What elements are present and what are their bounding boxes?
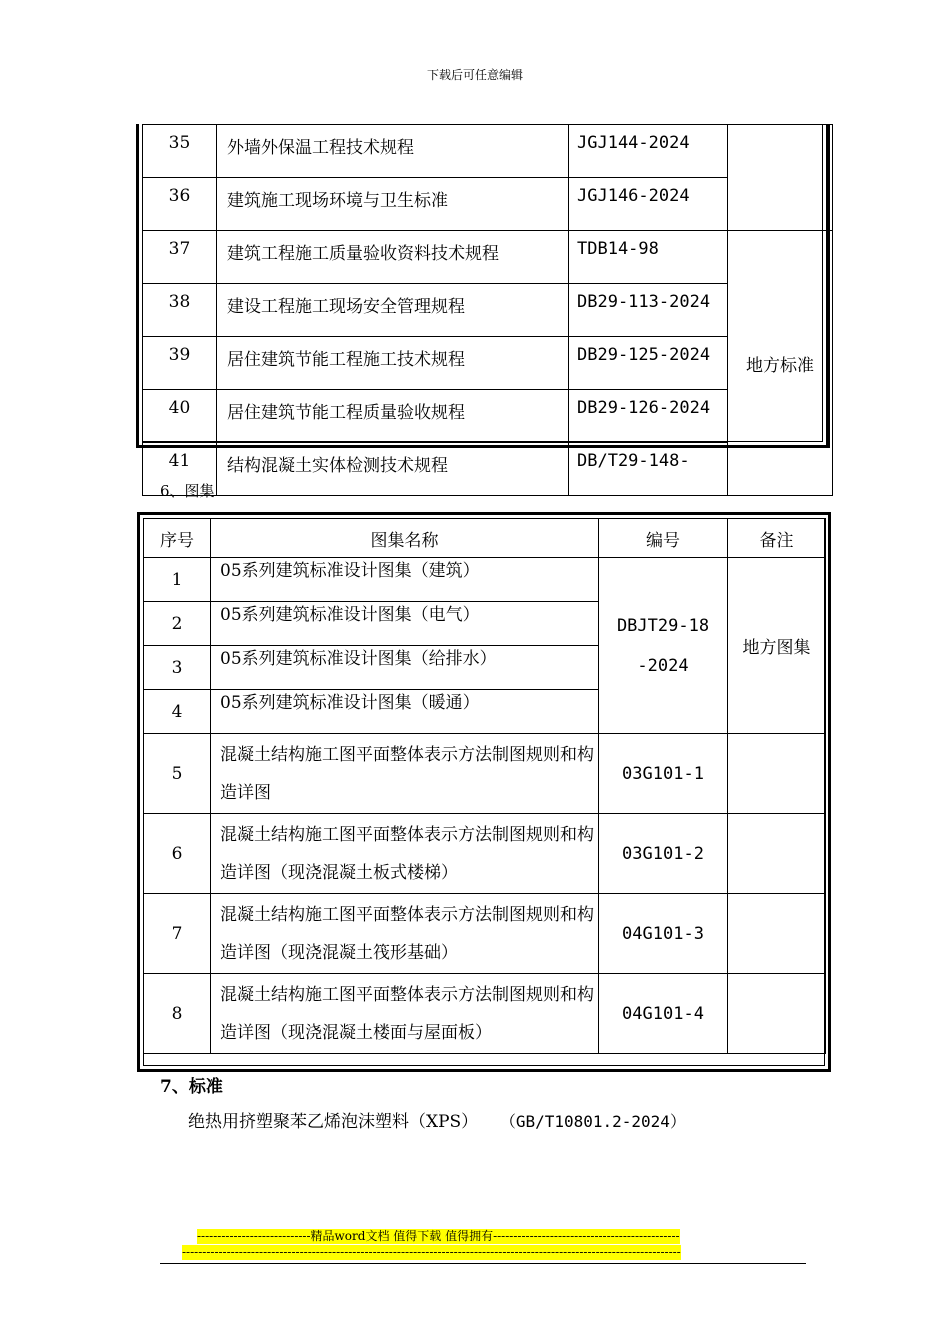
footer-banner-line1: ----------------------------精品word文档 值得下载 值得拥有----------------------------------------------	[197, 1229, 680, 1243]
atlas-code: 04G101-4	[599, 974, 728, 1054]
atlas-name: 05系列建筑标准设计图集（暖通）	[211, 690, 599, 734]
standard-code: DB29-125-2024	[569, 337, 728, 390]
standard-code: DB/T29-148-	[569, 443, 728, 496]
row-number: 5	[144, 734, 211, 814]
row-number: 36	[143, 178, 217, 231]
footer-banner-line2: ---------------------------------------------------------------------------------------------------------------------------	[182, 1245, 681, 1259]
standard-code: TDB14-98	[569, 231, 728, 284]
atlas-name: 混凝土结构施工图平面整体表示方法制图规则和构造详图（现浇混凝土筏形基础）	[211, 894, 599, 974]
remark-cell-empty	[728, 974, 826, 1054]
table-row	[143, 231, 833, 284]
header-remark: 备注	[728, 519, 826, 558]
standard-code: JGJ144-2024	[569, 125, 728, 178]
standard-code: （GB/T10801.2-2024）	[499, 1112, 686, 1131]
remark-local-standard: 地方标准	[728, 231, 833, 496]
footer-divider	[160, 1263, 806, 1264]
row-number: 7	[144, 894, 211, 974]
table-header-row	[144, 519, 826, 558]
standard-code: JGJ146-2024	[569, 178, 728, 231]
table-row	[144, 734, 826, 814]
remark-local-atlas: 地方图集	[728, 558, 826, 734]
atlas-code: 03G101-2	[599, 814, 728, 894]
atlas-code: 03G101-1	[599, 734, 728, 814]
header-atlas-name: 图集名称	[211, 519, 599, 558]
section-heading-standard: 7、标准	[160, 1077, 223, 1097]
row-number: 2	[144, 602, 211, 646]
standard-name: 建设工程施工现场安全管理规程	[217, 284, 569, 337]
atlas-name: 05系列建筑标准设计图集（电气）	[211, 602, 599, 646]
table-row	[144, 894, 826, 974]
row-number: 37	[143, 231, 217, 284]
row-number: 41	[143, 443, 217, 496]
table-row	[144, 558, 826, 602]
standard-name: 绝热用挤塑聚苯乙烯泡沫塑料（XPS）	[188, 1112, 479, 1132]
standard-code: DB29-113-2024	[569, 284, 728, 337]
standard-name: 建筑工程施工质量验收资料技术规程	[217, 231, 569, 284]
section-heading-atlas: 6、图集	[160, 482, 215, 500]
atlas-name: 05系列建筑标准设计图集（建筑）	[211, 558, 599, 602]
standard-name: 居住建筑节能工程施工技术规程	[217, 337, 569, 390]
standard-name: 建筑施工现场环境与卫生标准	[217, 178, 569, 231]
row-number: 8	[144, 974, 211, 1054]
row-number: 39	[143, 337, 217, 390]
table-row	[144, 974, 826, 1054]
remark-cell-empty	[728, 814, 826, 894]
row-number: 40	[143, 390, 217, 443]
header-note: 下载后可任意编辑	[426, 68, 523, 82]
row-number: 38	[143, 284, 217, 337]
row-number: 3	[144, 646, 211, 690]
row-number: 35	[143, 125, 217, 178]
row-number: 6	[144, 814, 211, 894]
standard-line	[188, 1107, 686, 1132]
atlas-name: 05系列建筑标准设计图集（给排水）	[211, 646, 599, 690]
atlas-name: 混凝土结构施工图平面整体表示方法制图规则和构造详图（现浇混凝土板式楼梯）	[211, 814, 599, 894]
row-number: 1	[144, 558, 211, 602]
atlas-table	[137, 512, 831, 1072]
atlas-name: 混凝土结构施工图平面整体表示方法制图规则和构造详图	[211, 734, 599, 814]
standard-name: 外墙外保温工程技术规程	[217, 125, 569, 178]
atlas-name: 混凝土结构施工图平面整体表示方法制图规则和构造详图（现浇混凝土楼面与屋面板）	[211, 974, 599, 1054]
remark-cell-empty	[728, 734, 826, 814]
atlas-table-grid	[143, 518, 826, 1054]
table-row	[144, 814, 826, 894]
header-code: 编号	[599, 519, 728, 558]
standards-table	[136, 124, 830, 476]
atlas-code-merged	[599, 558, 728, 734]
standard-code: DB29-126-2024	[569, 390, 728, 443]
table-row	[143, 125, 833, 178]
remark-cell-empty	[728, 894, 826, 974]
atlas-code-merged-text: DBJT29-18-2024	[616, 615, 710, 676]
standard-name: 居住建筑节能工程质量验收规程	[217, 390, 569, 443]
standards-table-grid	[142, 124, 833, 496]
standard-name: 结构混凝土实体检测技术规程	[217, 443, 569, 496]
row-number: 4	[144, 690, 211, 734]
remark-cell-empty	[728, 125, 833, 231]
atlas-code: 04G101-3	[599, 894, 728, 974]
header-index: 序号	[144, 519, 211, 558]
